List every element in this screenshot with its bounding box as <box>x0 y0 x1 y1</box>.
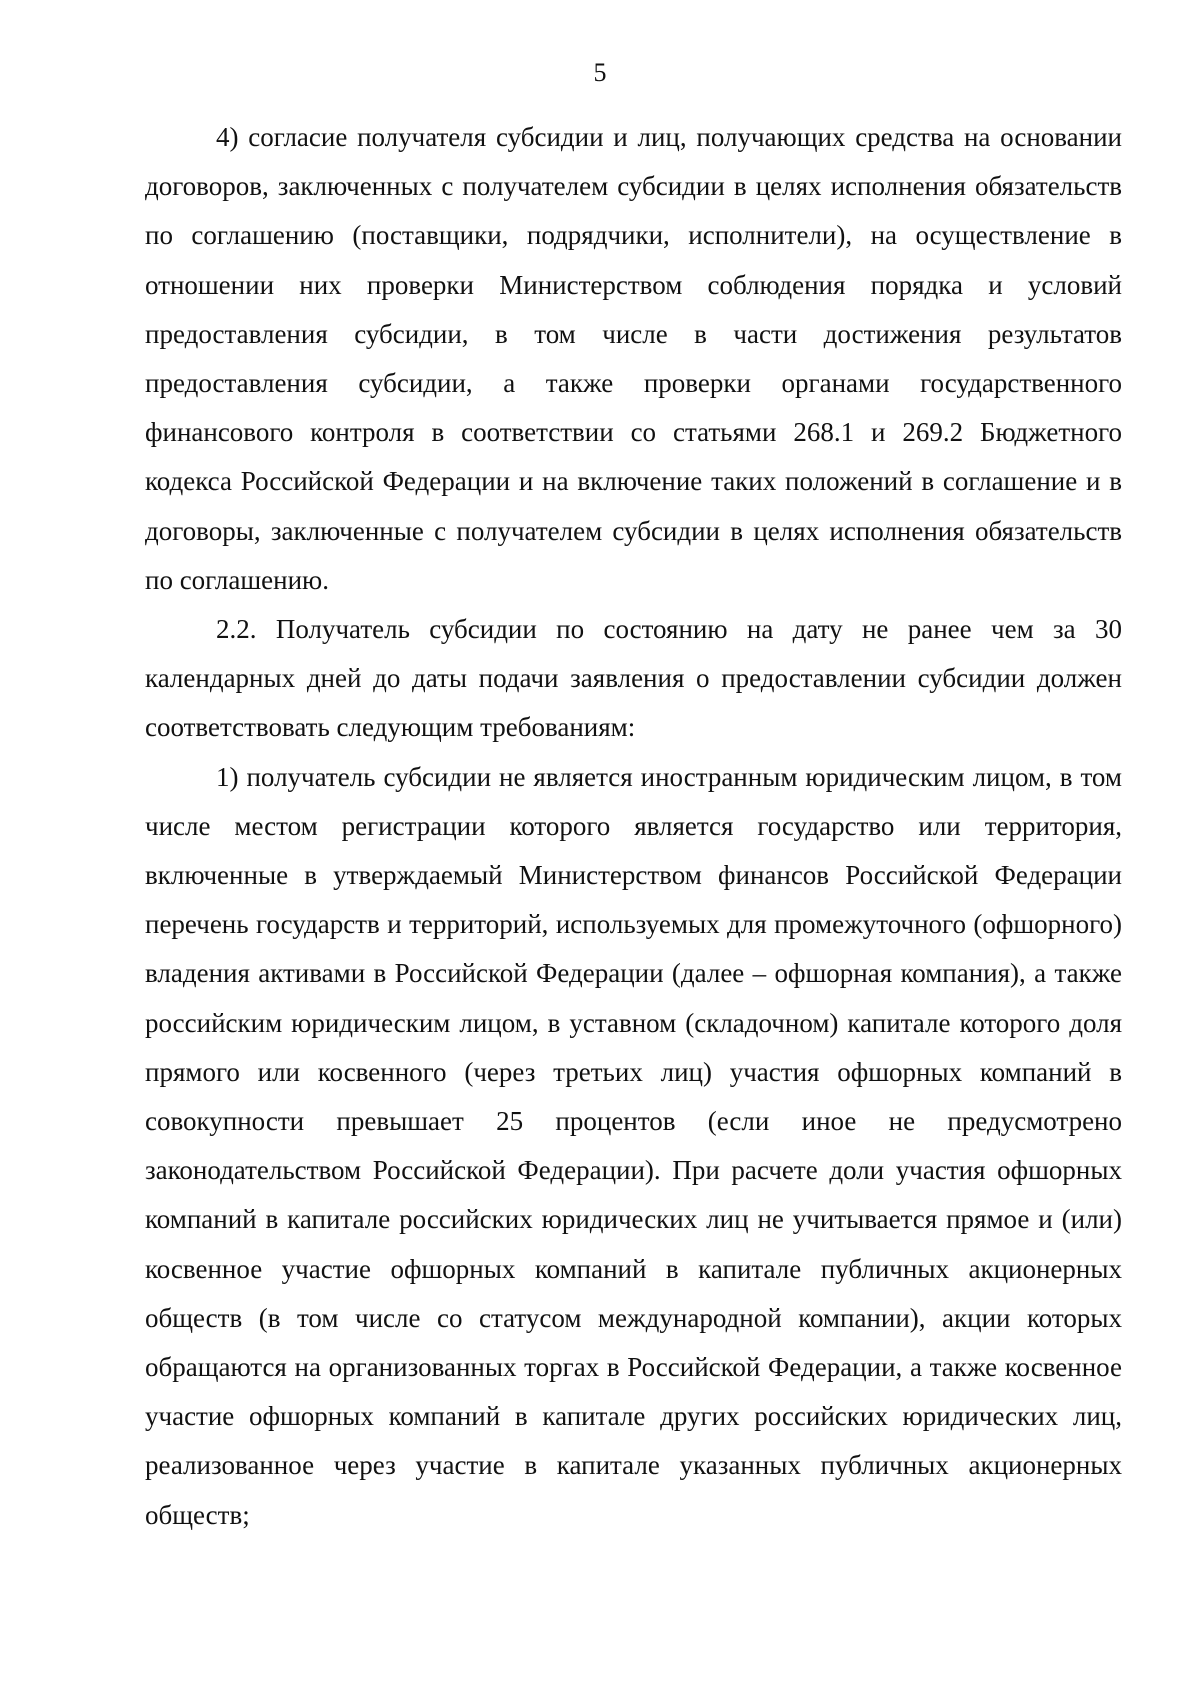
paragraph-requirement-item-1: 1) получатель субсидии не является иностранным юридическим лицом, в том числе местом регистрации которого является государство или территория, включенные в утверждаемый Министерством финансов Российской Федерации перечень государств и территорий, используемых для промежуточного (офшорного) владения активами в Российской Федерации (далее – офшорная компания), а также российским юридическим лицом, в уставном (складочном) капитале которого доля прямого или косвенного (через третьих лиц) участия офшорных компаний в совокупности превышает 25 процентов (если иное не предусмотрено законодательством Российской Федерации). При расчете доли участия офшорных компаний в капитале российских юридических лиц не учитывается прямое и (или) косвенное участие офшорных компаний в капитале публичных акционерных обществ (в том числе со статусом международной компании), акции которых обращаются на организованных торгах в Российской Федерации, а также косвенное участие офшорных компаний в капитале других российских юридических лиц, реализованное через участие в капитале указанных публичных акционерных обществ; <box>145 761 1122 1530</box>
page-number: 5 <box>593 58 607 87</box>
paragraph-consent-item-4: 4) согласие получателя субсидии и лиц, получающих средства на основании договоров, заключенных с получателем субсидии в целях исполнения обязательств по соглашению (поставщики, подрядчики, исполнители), на осуществление в отношении них проверки Министерством соблюдения порядка и условий предоставления субсидии, в том числе в части достижения результатов предоставления субсидии, а также проверки органами государственного финансового контроля в соответствии со статьями 268.1 и 269.2 Бюджетного кодекса Российской Федерации и на включение таких положений в соглашение и в договоры, заключенные с получателем субсидии в целях исполнения обязательств по соглашению. <box>145 122 1122 595</box>
document-body <box>145 113 1122 1540</box>
paragraph-section-2-2: 2.2. Получатель субсидии по состоянию на дату не ранее чем за 30 календарных дней до даты подачи заявления о предоставлении субсидии должен соответствовать следующим требованиям: <box>145 614 1122 743</box>
